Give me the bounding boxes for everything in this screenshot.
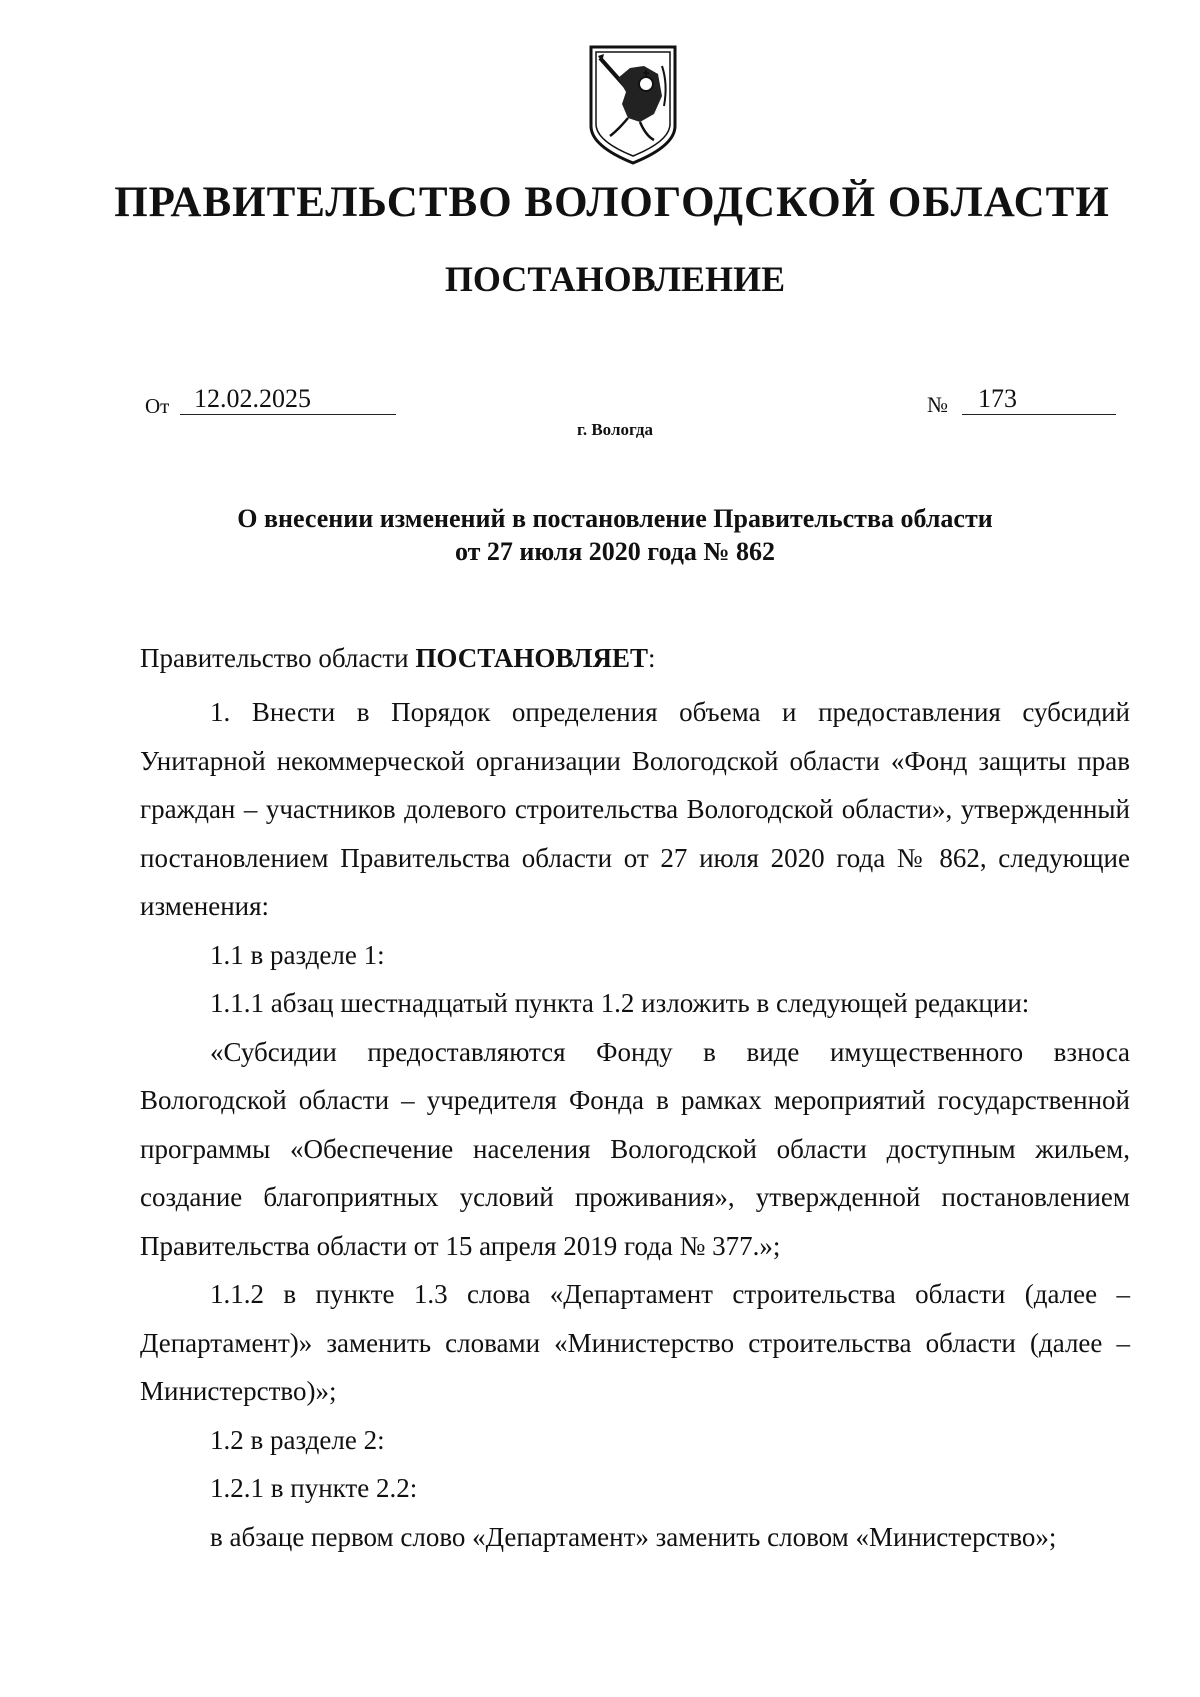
subject-line-2: от 27 июля 2020 года № 862 xyxy=(455,537,775,566)
document-date: 12.02.2025 xyxy=(180,384,396,415)
document-meta-row xyxy=(0,384,1200,424)
document-type: ПОСТАНОВЛЕНИЕ xyxy=(444,259,786,299)
paragraph-5: 1.1.2 в пункте 1.3 слова «Департамент строительства области (далее – Департамент)» заменить словами «Министерство строительства области (далее – Министерство)»; xyxy=(140,1279,1130,1406)
paragraph-8: в абзаце первом слово «Департамент» заменить словом «Министерство»; xyxy=(210,1521,1057,1552)
preamble-end: : xyxy=(647,643,656,673)
preamble xyxy=(140,638,1130,678)
preamble-text: Правительство области xyxy=(140,643,409,673)
coat-of-arms-shield xyxy=(588,44,678,166)
number-prefix: № xyxy=(927,392,948,417)
paragraph-4: «Субсидии предоставляются Фонду в виде имущественного взноса Вологодской области – учредителя Фонда в рамках мероприятий государственной программы «Обеспечение населения Вологодской области доступным жильем, создание благоприятных условий проживания», утвержденной постановлением Правительства области от 15 апреля 2019 года № 377.»; xyxy=(140,1036,1130,1261)
paragraph-2: 1.1 в разделе 1: xyxy=(210,939,385,970)
paragraph-7: 1.2.1 в пункте 2.2: xyxy=(210,1473,418,1503)
vologda-coat-of-arms-icon xyxy=(588,44,678,166)
document-body xyxy=(140,638,1130,1561)
organization-title: ПРАВИТЕЛЬСТВО ВОЛОГОДСКОЙ ОБЛАСТИ xyxy=(114,179,1110,226)
document-city: г. Вологда xyxy=(577,420,653,439)
preamble-bold: ПОСТАНОВЛЯЕТ xyxy=(415,643,648,673)
paragraph-6: 1.2 в разделе 2: xyxy=(210,1424,385,1455)
subject-line-1: О внесении изменений в постановление Правительства области xyxy=(237,504,993,533)
date-prefix: От xyxy=(145,394,170,418)
document-number: 173 xyxy=(962,384,1116,415)
paragraph-3: 1.1.1 абзац шестнадцатый пункта 1.2 изложить в следующей редакции: xyxy=(210,988,1030,1018)
paragraph-1: 1. Внести в Порядок определения объема и предоставления субсидий Унитарной некоммерческой организации Вологодской области «Фонд защиты прав граждан – участников долевого строительства Вологодской области», утвержденный постановлением Правительства области от 27 июля 2020 года № 862, следующие изменения: xyxy=(140,697,1130,921)
document-subject xyxy=(0,502,1200,568)
